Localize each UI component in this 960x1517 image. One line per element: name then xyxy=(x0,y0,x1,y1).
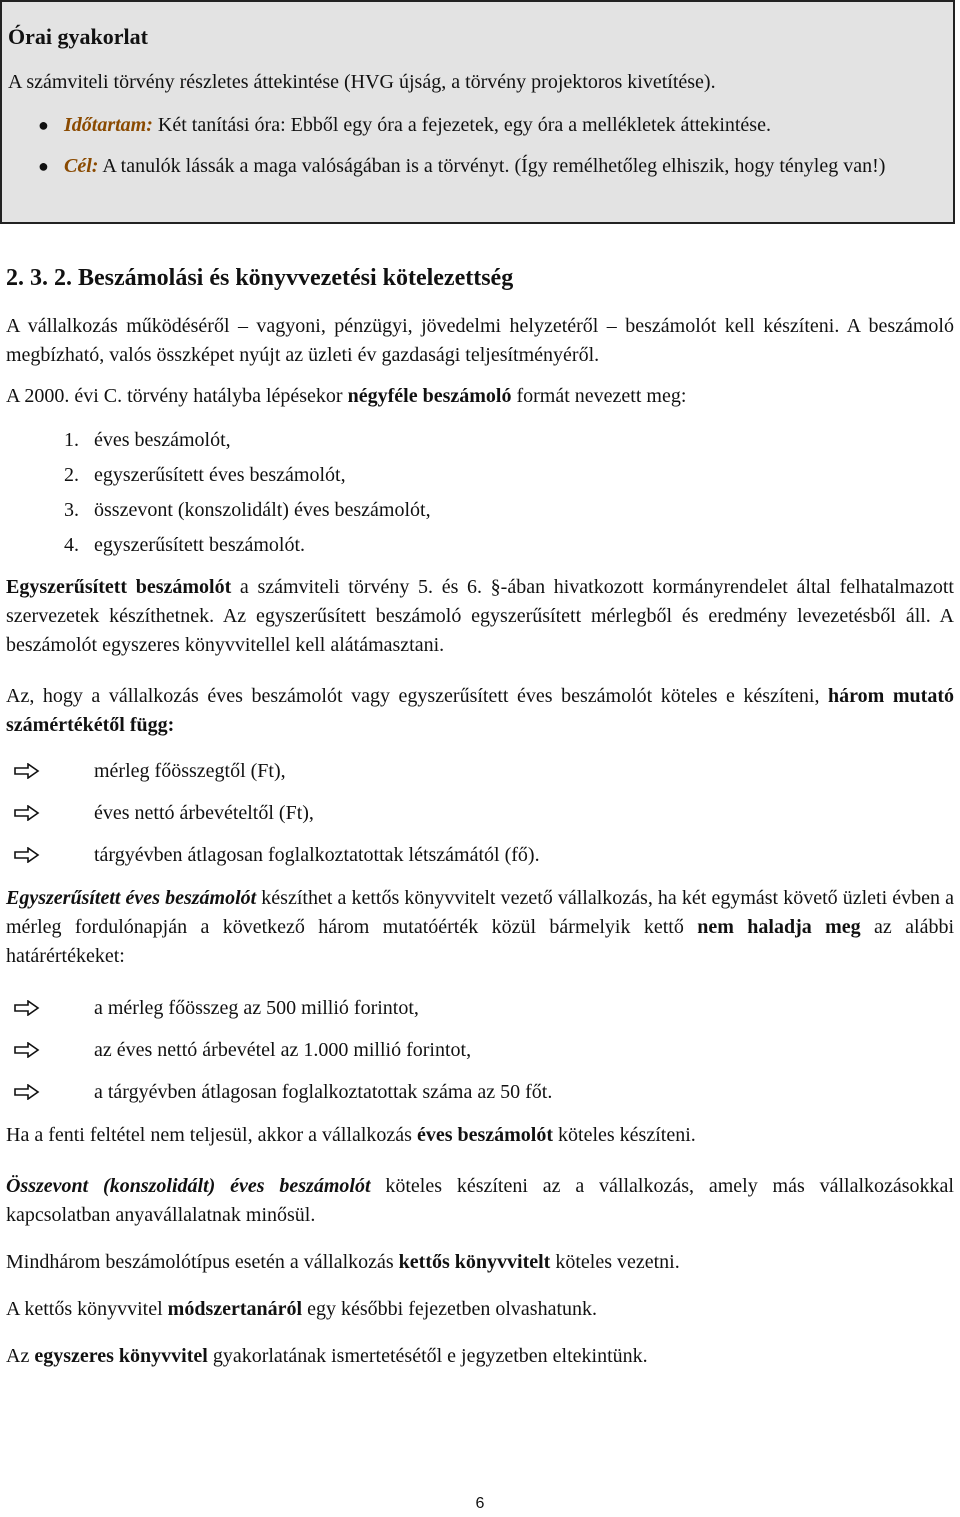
list-number: 4. xyxy=(64,534,79,556)
list-number: 2. xyxy=(64,464,79,486)
list-text: a mérleg főösszeg az 500 millió forintot, xyxy=(94,996,419,1019)
text-span: A kettős könyvvitel xyxy=(6,1298,168,1320)
arrow-right-icon xyxy=(6,1000,94,1016)
bullet-duration xyxy=(8,111,947,140)
bold-italic-span: Egyszerűsített éves beszámolót xyxy=(6,887,257,909)
paragraph-4 xyxy=(6,682,954,740)
list-text: mérleg főösszegtől (Ft), xyxy=(94,759,286,782)
duration-text: Két tanítási óra: Ebből egy óra a fejezetek, egy óra a mellékletek áttekintése. xyxy=(152,114,771,136)
text-span: köteles készíteni az a vállalkozás, amely más vállalkozásokkal kapcsolatban anyavállalatnak minősül. xyxy=(6,1175,954,1226)
list-item xyxy=(6,987,954,1029)
list-item xyxy=(6,1029,954,1071)
bold-span: kettős könyvvitelt xyxy=(398,1251,551,1273)
list-item xyxy=(6,750,954,792)
text-span: egy későbbi fejezetben olvashatunk. xyxy=(302,1298,597,1320)
paragraph-3 xyxy=(6,573,954,660)
list-text: az éves nettó árbevétel az 1.000 millió forintot, xyxy=(94,1038,472,1061)
section-heading: 2. 3. 2. Beszámolási és könyvvezetési kötelezettség xyxy=(6,265,514,291)
list-text: éves nettó árbevételtől (Ft), xyxy=(94,801,314,824)
list-number: 3. xyxy=(64,499,79,521)
text-span: Az, hogy a vállalkozás éves beszámolót vagy egyszerűsített éves beszámolót köteles e készíteni, xyxy=(6,685,829,707)
bold-span: módszertanáról xyxy=(167,1298,303,1320)
paragraph-1: A vállalkozás működéséről – vagyoni, pénzügyi, jövedelmi helyzetéről – beszámolót kell készíteni. A beszámoló megbízható, valós összképet nyújt az üzleti év gazdasági teljesítményéről. xyxy=(6,315,954,366)
text-span: készíthet a kettős könyvvitelt vezető vállalkozás, ha két egymást követő üzleti évben a mérleg fordulónapján a következő három mutatóérték közül bármelyik kettő xyxy=(6,887,955,938)
bold-span: nem haladja meg xyxy=(697,916,861,938)
list-number: 1. xyxy=(64,429,79,451)
practice-box xyxy=(0,0,955,224)
bold-italic-span: Összevont (konszolidált) éves beszámolót xyxy=(6,1175,371,1197)
paragraph-5 xyxy=(6,884,954,971)
text-span: a számviteli törvény 5. és 6. §-ában hivatkozott kormányrendelet által felhatalmazott szervezetek készíthetnek. Az egyszerűsített beszámoló egyszerűsített mérlegből és eredmény levezetésből áll. A beszámolót egyszeres könyvvitellel kell alátámasztani. xyxy=(6,576,954,656)
paragraph-10 xyxy=(6,1342,954,1371)
list-text: a tárgyévben átlagosan foglalkoztatottak száma az 50 főt. xyxy=(94,1080,553,1103)
arrow-right-icon xyxy=(6,805,94,821)
text-span: Mindhárom beszámolótípus esetén a vállalkozás xyxy=(6,1251,399,1273)
bullet-goal xyxy=(8,152,947,181)
arrow-right-icon xyxy=(6,1042,94,1058)
bold-span: éves beszámolót xyxy=(416,1124,554,1146)
bold-span: három mutató számértékétől függ: xyxy=(6,685,955,736)
bullet-icon: ● xyxy=(38,156,49,176)
indicator-list xyxy=(6,750,954,876)
main-content xyxy=(6,262,954,1383)
goal-key: Cél: xyxy=(64,155,99,177)
list-text: összevont (konszolidált) éves beszámolót, xyxy=(94,499,431,521)
list-item xyxy=(6,458,954,493)
text-span: Ha a fenti feltétel nem teljesül, akkor a vállalkozás xyxy=(6,1124,417,1146)
report-types-list xyxy=(6,423,954,563)
list-text: éves beszámolót, xyxy=(94,429,231,451)
list-text: egyszerűsített éves beszámolót, xyxy=(94,464,346,486)
text-span: Az xyxy=(6,1345,35,1367)
bold-span: Egyszerűsített beszámolót xyxy=(6,576,232,598)
paragraph-7 xyxy=(6,1172,954,1230)
text-span: A 2000. évi C. törvény hatályba lépésekor xyxy=(6,385,348,407)
arrow-right-icon xyxy=(6,763,94,779)
box-title: Órai gyakorlat xyxy=(8,24,148,49)
arrow-right-icon xyxy=(6,847,94,863)
goal-text: A tanulók lássák a maga valóságában is a törvényt. (Így remélhetőleg elhiszik, hogy tényleg van!) xyxy=(98,155,886,177)
text-span: köteles készíteni. xyxy=(553,1124,696,1146)
text-span: köteles vezetni. xyxy=(550,1251,680,1273)
bold-span: négyféle beszámoló xyxy=(347,385,512,407)
thresholds-list xyxy=(6,987,954,1113)
box-intro: A számviteli törvény részletes áttekintése (HVG újság, a törvény projektoros kivetítése). xyxy=(8,71,716,93)
bold-span: egyszeres könyvvitel xyxy=(34,1345,208,1367)
page-number: 6 xyxy=(475,1495,485,1512)
list-text: tárgyévben átlagosan foglalkoztatottak létszámától (fő). xyxy=(94,843,540,866)
text-span: formát nevezett meg: xyxy=(511,385,687,407)
paragraph-2 xyxy=(6,382,954,411)
bullet-icon: ● xyxy=(38,115,49,135)
text-span: gyakorlatának ismertetésétől e jegyzetben eltekintünk. xyxy=(207,1345,648,1367)
paragraph-9 xyxy=(6,1295,954,1324)
duration-key: Időtartam: xyxy=(64,114,153,136)
list-item xyxy=(6,834,954,876)
paragraph-8 xyxy=(6,1248,954,1277)
list-item xyxy=(6,1071,954,1113)
list-item xyxy=(6,792,954,834)
list-item xyxy=(6,493,954,528)
list-item xyxy=(6,423,954,458)
list-text: egyszerűsített beszámolót. xyxy=(94,534,306,556)
paragraph-6 xyxy=(6,1121,954,1150)
text-span: az alábbi határértékeket: xyxy=(6,916,954,967)
list-item xyxy=(6,528,954,563)
arrow-right-icon xyxy=(6,1084,94,1100)
